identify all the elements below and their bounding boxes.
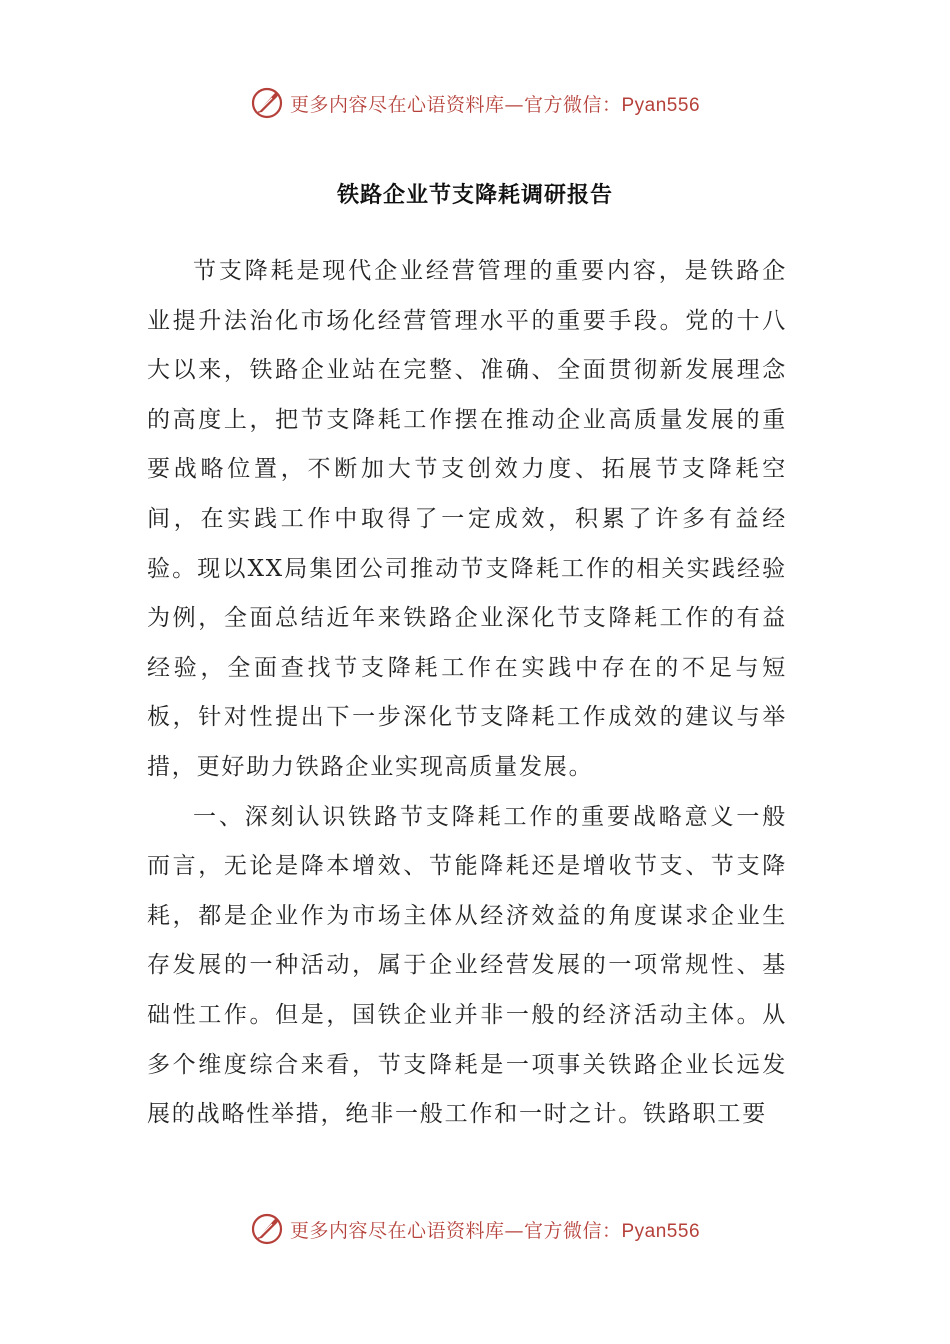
document-body bbox=[147, 247, 787, 1140]
watermark-contact-label: 官方微信： bbox=[523, 1219, 622, 1242]
watermark-separator: — bbox=[504, 1219, 524, 1242]
paragraph-intro: 节支降耗是现代企业经营管理的重要内容，是铁路企业提升法治化市场化经营管理水平的重要手段。党的十八大以来，铁路企业站在完整、准确、全面贯彻新发展理念的高度上，把节支降耗工作摆在推动企业高质量发展的重要战略位置，不断加大节支创效力度、拓展节支降耗空间，在实践工作中取得了一定成效，积累了许多有益经验。现以XX局集团公司推动节支降耗工作的相关实践经验为例，全面总结近年来铁路企业深化节支降耗工作的有益经验，全面查找节支降耗工作在实践中存在的不足与短板，针对性提出下一步深化节支降耗工作成效的建议与举措，更好助力铁路企业实现高质量发展。 bbox=[147, 258, 787, 780]
watermark-banner-top bbox=[0, 86, 950, 120]
watermark-text bbox=[290, 1216, 700, 1243]
watermark-contact-id: Pyan556 bbox=[621, 94, 701, 116]
watermark-separator: — bbox=[504, 93, 524, 116]
watermark-text bbox=[290, 90, 700, 117]
watermark-contact-label: 官方微信： bbox=[523, 93, 622, 116]
paragraph-section-1: 一、深刻认识铁路节支降耗工作的重要战略意义一般而言，无论是降本增效、节能降耗还是增收节支、节支降耗，都是企业作为市场主体从经济效益的角度谋求企业生存发展的一种活动，属于企业经营发展的一项常规性、基础性工作。但是，国铁企业并非一般的经济活动主体。从多个维度综合来看，节支降耗是一项事关铁路企业长远发展的战略性举措，绝非一般工作和一时之计。铁路职工要 bbox=[147, 803, 787, 1128]
watermark-contact-id: Pyan556 bbox=[621, 1220, 701, 1242]
watermark-brand: 更多内容尽在心语资料库 bbox=[289, 93, 505, 116]
quill-logo-icon bbox=[250, 1212, 284, 1246]
watermark-brand: 更多内容尽在心语资料库 bbox=[289, 1219, 505, 1242]
quill-logo-icon bbox=[250, 86, 284, 120]
document-title: 铁路企业节支降耗调研报告 bbox=[336, 182, 613, 208]
watermark-banner-bottom bbox=[0, 1212, 950, 1246]
